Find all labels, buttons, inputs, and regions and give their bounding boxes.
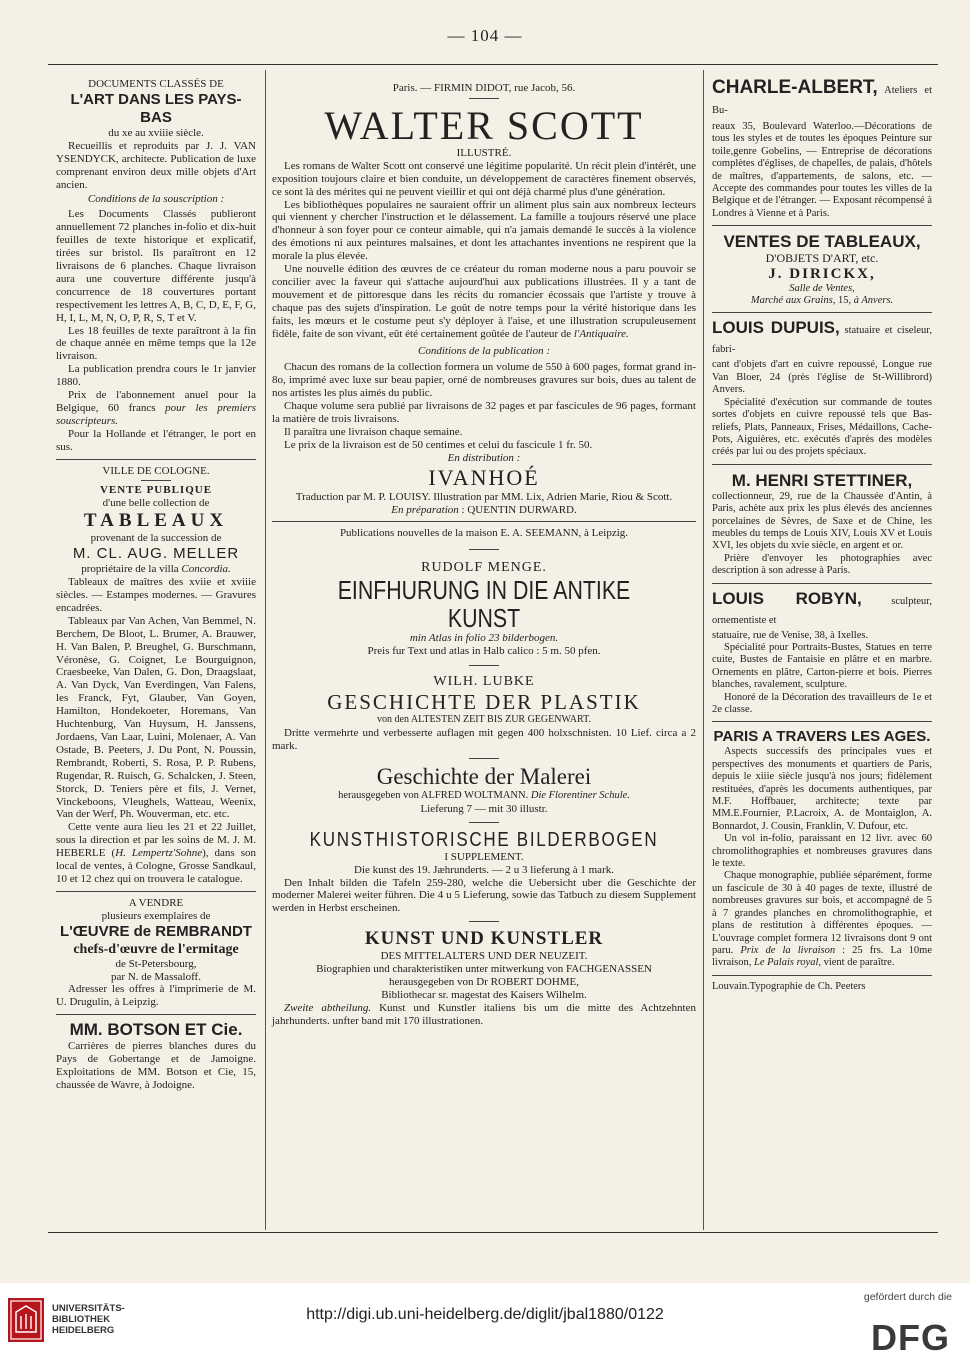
separator: [469, 758, 499, 759]
dupuis-header: LOUIS DUPUIS, statuaire et ciseleur, fabri-: [712, 318, 932, 356]
chefs-title: chefs-d'œuvre de l'ermitage: [73, 941, 239, 957]
kunst-line: Biographien und charakteristiken unter mitwerkung von FACHGENASSEN: [316, 963, 652, 976]
separator: [469, 549, 499, 550]
charle-albert-paragraph: reaux 35, Boulevard Waterloo.—Décorations de tous les styles et de toutes les époques Peinture sur toile,genre Gobelins, — Entreprise de décorations complètes d'églises, de chapelles, de palais, d'hôtels de maîtres, d'appartements, de salons, etc. — Accepte des commandes pour toutes les villes de la Belgique et de l'étranger. — Exposant récompensé à Londres à Vienne et à Paris.: [712, 121, 932, 219]
botson-paragraph: Carrières de pierres blanches dures du Pays de Gobertange et de Jamoigne. Exploitations de MM. Botson et Cie, 15, chaussée de Wavre, à Jodoigne.: [56, 1040, 256, 1091]
ws-paragraph: Il paraîtra une livraison chaque semaine.: [284, 425, 463, 438]
stettiner-name: M. HENRI STETTINER,: [731, 470, 913, 490]
column-divider-left: [265, 70, 266, 1230]
divider: [712, 464, 932, 465]
divider: [56, 459, 256, 460]
doc-paragraph: Recueillis et reproduits par J. J. VAN YSENDYCK, architecte. Publication de luxe comprenant environ deux mille objets d'Art ancien.: [56, 139, 256, 191]
robyn-header: LOUIS ROBYN, sculpteur, ornementiste et: [712, 588, 932, 626]
right-column: [712, 78, 932, 993]
kunst-line: Bibliothecar sr. magestat des Kaisers Wilhelm.: [381, 988, 587, 1001]
tableaux-heading: TABLEAUX: [83, 510, 229, 532]
avendre-heading: A VENDRE: [128, 896, 184, 909]
center-column: [272, 82, 696, 1028]
tableaux-paragraph: Cette vente aura lieu les 21 et 22 Juillet, sous la direction et par les soins de M. J. M. HEBERLE (H. Lempertz'Sohne), dans son local de ventes, à Cologne, Grosse Sandkaul, 10 et 12 chez qui on trouvera le catalogue.: [56, 821, 256, 885]
oeuvre-title: L'ŒUVRE de REMBRANDT: [60, 922, 252, 940]
column-divider-right: [703, 70, 704, 1230]
page-number: — 104 —: [447, 26, 523, 45]
proprietor: propriétaire de la villa Concordia.: [81, 563, 231, 576]
ws-paragraph: Chacun des romans de la collection formera un volume de 550 à 600 pages, format grand in-8o, imprimé avec luxe sur beau papier, orné de nombreuses gravures sur bois, dues au talent de nos artistes les plus aimés du public.: [272, 361, 696, 400]
seemann-line: Publications nouvelles de la maison E. A. SEEMANN, à Leipzig.: [339, 527, 629, 540]
kunst-paragraph: Zweite abtheilung. Kunst und Kunstler italiens bis um die mitte des Achtzehnten jahrhunderts. unfter band mit 170 illustrationen.: [272, 1001, 696, 1027]
dfg-logo[interactable]: [860, 1291, 960, 1358]
ws-conditions: Conditions de la publication :: [418, 344, 550, 357]
divider: [712, 312, 932, 313]
left-column: [56, 78, 256, 1092]
doc-paragraph: Prix de l'abonnement anuel pour la Belgique, 60 francs pour les premiers souscripteurs.: [56, 389, 256, 427]
malerei-title: Geschichte der Malerei: [376, 763, 592, 789]
source-url-link[interactable]: http://digi.ub.uni-heidelberg.de/diglit/jbal1880/0122: [306, 1306, 664, 1323]
stettiner-paragraph: collectionneur, 29, rue de la Chaussée d'Antin, à Paris, achète aux prix les plus élevés des anciennes porcelaines de Sèvres, de Saxe et de Chine, les meubles du temps de Louis XIV, Louis XV et Louis XVI, les objets du xvie siècle, en argent et or.: [712, 490, 932, 552]
marche-line: Marché aux Grains, 15, à Anvers.: [750, 295, 894, 307]
doc-title: DOCUMENTS CLASSÉS DE: [88, 78, 224, 90]
stettiner-paragraph: Prière d'envoyer les photographies avec description à son adresse à Paris.: [712, 552, 932, 577]
bilderbogen-paragraph: Den Inhalt bilden die Tafeln 259-280, welche die Uebersicht uber die Geschichte der moderner Malerei weiter führen. Die 4 u 5 Lieferung, sowie das Tatbuch zu diesem Supplement werden in Herbst erscheinen.: [272, 876, 696, 915]
walter-scott-title: WALTER SCOTT: [324, 102, 644, 148]
ws-paragraph: Chaque volume sera publié par livraisons de 32 pages et par fascicules de 96 pages, formant la matière de trois livraisons.: [272, 400, 696, 426]
top-rule: [48, 64, 938, 65]
dupuis-paragraph: Spécialité d'exécution sur commande de toutes sortes d'objets en cuivre repoussé tels que Bas-reliefs, Plats, Panneaux, Frises, Médaillons, Cache-Pots, Aiguières, etc. exécutés d'après des modèles créés par lui ou des projets spéciaux.: [712, 396, 932, 458]
divider: [712, 721, 932, 722]
kunst-line: herausgegeben von Dr ROBERT DOHME,: [388, 976, 580, 989]
avendre-sub: plusieurs exemplaires de: [101, 909, 211, 922]
doc-conditions: Conditions de la souscription :: [87, 193, 225, 206]
robyn-paragraph: Honoré de la Décoration des travailleurs de 1e et 2e classe.: [712, 691, 932, 715]
paris-ages-paragraph: Chaque monographie, publiée séparément, forme un fascicule de 30 à 40 pages de texte, illustré de nombreuses gravures sur bois, et accompagné de 5 à 7 grandes planches en chromolithographie, et plans de restitution à différentes époques. — L'ouvrage complet formera 12 livraisons dont 9 ont paru. Prix de la livraison : 25 frs. La 10me livraison, Le Palais royal, vient de paraître.: [712, 870, 932, 969]
distribution-line: En distribution :: [447, 451, 521, 464]
doc-paragraph: La publication prendra cours le 1r janvier 1880.: [56, 363, 256, 389]
ws-paragraph: Une nouvelle édition des œuvres de ce créateur du roman moderne nous a paru pouvoir se concilier avec la faveur qui s'attache aujourd'hui aux publications illustrées. Il y a tant de mouvement et de pittoresque dans les récits du romancier écossais que l'artiste y trouve à chaque pas des sujets d'inspiration. Le goût de notre temps pour la vérité historique dans les faits, les mœurs et le costume peut s'y déployer à l'aise, et une illustration scrupuleusement fidèle, faite de son vivant, eût été certainement goûtée de l'auteur de l'Antiquaire.: [272, 263, 696, 340]
divider: [56, 1014, 256, 1015]
separator: [469, 665, 499, 666]
separator: [141, 480, 171, 481]
plastik-sub: von den ALTESTEN ZEIT BIS ZUR GEGENWART.: [377, 714, 591, 726]
translation-line: Traduction par M. P. LOUISY. Illustration par MM. Lix, Adrien Marie, Riou & Scott.: [295, 490, 673, 503]
dfg-wordmark: DFG: [871, 1317, 950, 1358]
tableaux-paragraph: Tableaux par Van Achen, Van Bemmel, N. Berchem, De Bloot, L. Brumer, A. Brauwer, H. Van Balen, P. Breughel, G. Burschmann, Véronèse, G. Coignet, Le Bourguignon, Craesbeeke, Van Dalen, G. Don, Draagslaat, A. Van Dyck, Van Everdingen, Van Falens, les Franck, Fyt, Glauber, Van Goyen, Hamilton, Hondekoeter, Horemans, Van Huchtenburg, Van Huysum, H. Janssens, Jordaens, Van Laar, Luini, Molenaer, A. Van Ostade, B. Peeters, J. Du Pont, N. Poussin, Rembrandt, Roberti, S. Rosa, P. P. Rubens, Rugendar, R. Ruisch, G. Schalcken, J. Steen, Storck, D. Teniers père et fils, J. Vernet, Vinckeboons, Vleughels, Watteau, Weenix, Van der Werf, Ph. Wouverman, etc. etc.: [56, 614, 256, 821]
kunst-sub: DES MITTELALTERS UND DER NEUZEIT.: [380, 950, 588, 963]
divider: [712, 975, 932, 976]
preparation-line: En préparation : QUENTIN DURWARD.: [391, 503, 577, 516]
menge-name: RUDOLF MENGE.: [421, 560, 547, 576]
provenance: provenant de la succession de: [90, 532, 222, 545]
walter-scott-subtitle: ILLUSTRÉ.: [456, 146, 512, 159]
tableaux-paragraph: Tableaux de maîtres des xviie et xviiie siècles. — Estampes modernes. — Gravures encadrées.: [56, 576, 256, 614]
separator: [469, 822, 499, 823]
ws-paragraph: Le prix de la livraison est de 50 centimes et celui du fascicule 1 fr. 50.: [284, 438, 593, 451]
malerei-lieferung: Lieferung 7 — mit 30 illustr.: [420, 802, 548, 815]
robyn-paragraph: Spécialité pour Portraits-Bustes, Statues en terre cuite, Bustes de Fantaisie en plâtre et en marbre. Ornements en plâtre, Carton-pierre et bois. Pierres blanches, ravalement, sculpture.: [712, 641, 932, 691]
dupuis-paragraph: cant d'objets d'art en cuivre repoussé, Longue rue Van Bloer, 24 (près l'église de St-Willibrord) Anvers.: [712, 359, 932, 396]
ventes-sub: D'OBJETS D'ART, etc.: [765, 251, 879, 266]
separator: [469, 921, 499, 922]
charle-albert-header: CHARLE-ALBERT, Ateliers et Bu-: [712, 77, 932, 116]
library-name: UNIVERSITÄTS- BIBLIOTHEK HEIDELBERG: [52, 1303, 125, 1336]
plastik-title: GESCHICHTE DER PLASTIK: [327, 690, 641, 715]
botson-title: MM. BOTSON ET Cie.: [69, 1020, 243, 1040]
dirickx-name: J. DIRICKX,: [768, 265, 876, 282]
ivanhoe-title: IVANHOÉ: [428, 464, 540, 490]
louvain-imprint: Louvain.Typographie de Ch. Peeters: [712, 980, 866, 992]
ventes-title: VENTES DE TABLEAUX,: [723, 232, 921, 252]
doc-big-title: L'ART DANS LES PAYS-BAS: [70, 90, 242, 126]
ws-paragraph: Les romans de Walter Scott ont conservé une légitime popularité. Un récit plein d'intérêt, une exposition toujours claire et bien conduite, un développement de caractères finement observés, ce sont là des mérites qui ne peuvent vieillir et qui ont déjà charmé plus d'une génération.: [272, 159, 696, 198]
salle-line: Salle de Ventes,: [789, 282, 855, 294]
footer-bar: [0, 1283, 970, 1363]
plastik-paragraph: Dritte vermehrte und verbesserte auflagen mit gegen 400 holxschnisten. 10 Lief. circa a 2 mark.: [272, 727, 696, 752]
einfuhrung-sub: min Atlas in folio 23 bilderbogen.: [409, 632, 559, 645]
bilderbogen-supplement: I SUPPLEMENT.: [444, 850, 524, 863]
paris-ages-title: PARIS A TRAVERS LES AGES.: [713, 728, 931, 746]
divider: [712, 225, 932, 226]
vente-heading: VENTE PUBLIQUE: [99, 484, 213, 497]
einfuhrung-title: EINFHURUNG IN DIE ANTIKE KUNST: [337, 575, 631, 634]
divider: [56, 891, 256, 892]
separator: [469, 98, 499, 99]
vente-sub: d'une belle collection de: [102, 497, 210, 510]
lubke-name: WILH. LUBKE: [433, 674, 535, 690]
ws-paragraph: Les bibliothèques populaires ne sauraient offrir un aliment plus sain aux nombreux lecteurs qui viennent y chercher l'instruction et le délassement. La famille a toujours réservé une place d'honneur à son foyer pour ce conteur aimable, qui n'a jamais demandé le succès à la violence des émotions ni aux peintures malsaines, et dont les attachantes inventions ne respirent que la morale la plus élevée.: [272, 198, 696, 263]
bottom-rule: [48, 1232, 938, 1233]
einfuhrung-price: Preis fur Text und atlas in Halb calico : 5 m. 50 pfen.: [367, 645, 601, 658]
divider: [712, 583, 932, 584]
divider: [272, 521, 696, 522]
kunst-title: KUNST UND KUNSTLER: [364, 928, 604, 950]
ville-heading: VILLE DE COLOGNE.: [102, 464, 210, 477]
robyn-paragraph: statuaire, rue de Venise, 38, à Ixelles.: [712, 629, 869, 641]
doc-subtitle: du xe au xviiie siècle.: [108, 126, 204, 139]
meller-name: M. CL. AUG. MELLER: [72, 545, 240, 563]
bilderbogen-title: KUNSTHISTORISCHE BILDERBOGEN: [309, 828, 659, 851]
stp-line: de St-Petersbourg,: [115, 957, 197, 970]
paris-line: Paris. — FIRMIN DIDOT, rue Jacob, 56.: [392, 82, 576, 94]
paris-ages-paragraph: Aspects successifs des principales vues et perspectives des monuments et quartiers de Paris, depuis le xiiie siècle jusqu'à nos jours; fidèlement restituées, d'après les documents authentiques, par M.F. Hoffbauer, architecte; texte par MM.E.Fournier, P.Lacroix, A. de Montaiglon, A. Bonnardot, J. Cousin, Franklin, V. Dufour, etc.: [712, 746, 932, 832]
paris-ages-paragraph: Un vol in-folio, paraissant en 12 livr. avec 60 chromolithographies et nombreuses gravures dans le texte.: [712, 833, 932, 870]
adresser-paragraph: Adresser les offres à l'imprimerie de M. U. Drugulin, à Leipzig.: [56, 983, 256, 1009]
massaloff-line: par N. de Massaloff.: [111, 970, 201, 983]
doc-paragraph: Pour la Hollande et l'étranger, le port en sus.: [56, 427, 256, 453]
funded-by-text: gefördert durch die: [863, 1291, 952, 1303]
malerei-editor: herausgegeben von ALFRED WOLTMANN. Die Florentiner Schule.: [338, 789, 630, 801]
bilderbogen-line: Die kunst des 19. Jæhrunderts. — 2 u 3 lieferung à 1 mark.: [354, 863, 614, 876]
doc-paragraph: Les 18 feuilles de texte paraîtront à la fin de chaque année en même temps que la 12e livraison.: [56, 324, 256, 363]
doc-paragraph: Les Documents Classés publieront annuellement 72 planches in-folio et dix-huit feuilles de texte historique et explicatif, tirées sur bristol. Ils paraîtront en 12 livraisons de 6 planches. Chaque livraison aura une couverture différente jusqu'à concurrence de 18 couvertures portant respectivement les lettres A, B, C, D, E, F, G, H, I, L, M, N, O, P, R, S, T et V.: [56, 208, 256, 324]
